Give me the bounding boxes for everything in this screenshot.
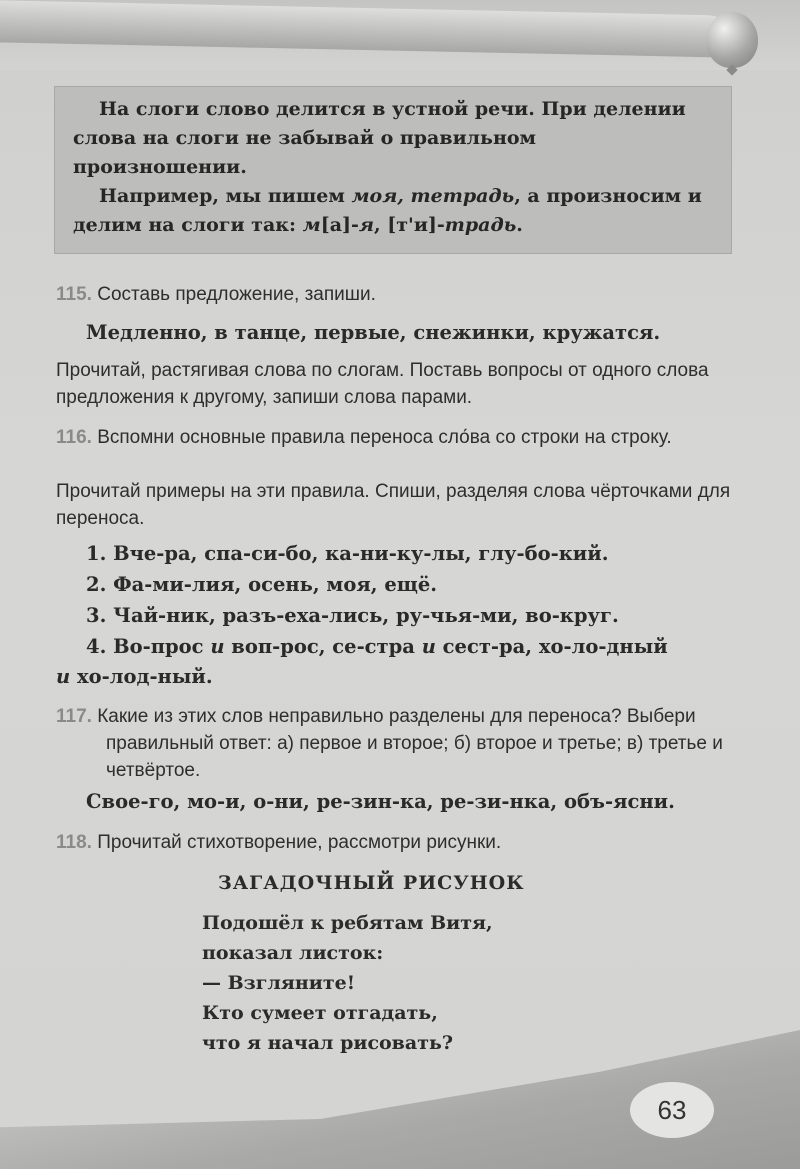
poem-line: показал листок:	[202, 942, 384, 964]
exercise-number: 115.	[56, 284, 92, 305]
exercise-115-note: Прочитай, растягивая слова по слогам. Поставь вопросы от одного слова предложения к другому, запиши слова парами.	[56, 360, 709, 408]
exercise-number: 116.	[56, 427, 92, 448]
rule-paragraph-2: Например, мы пишем моя, тетрадь, а произносим и делим на слоги так: м[а]-я, [т'и]-традь.	[73, 185, 702, 236]
poem-line: Подошёл к ребятам Витя,	[202, 912, 493, 934]
exercise-116-note: Прочитай примеры на эти правила. Спиши, разделяя слова чёрточками для переноса.	[56, 481, 731, 529]
poem	[202, 908, 493, 1058]
exercise-117-task: 117. Какие из этих слов неправильно разделены для переноса? Выбери правильный ответ: а) первое и второе; б) второе и третье; в) третье и четвёртое.	[56, 706, 723, 781]
exercise-117-words: Свое-го, мо-и, о-ни, ре-зин-ка, ре-зи-нка, объ-ясни.	[86, 790, 675, 813]
exercise-116-line-2: 2. Фа-ми-лия, осень, моя, ещё.	[86, 573, 438, 596]
exercise-116-task: 116. Вспомни основные правила переноса сло́ва со строки на строку.	[56, 427, 672, 448]
poem-line: что я начал рисовать?	[202, 1032, 453, 1054]
exercise-115-task: 115. Составь предложение, запиши.	[56, 284, 376, 305]
exercise-116-line-1: 1. Вче-ра, спа-си-бо, ка-ни-ку-лы, глу-бо-кий.	[86, 542, 609, 565]
exercise-number: 117.	[56, 706, 92, 727]
rule-box	[54, 86, 732, 254]
balloon-icon	[706, 12, 758, 68]
exercise-116-line-4: 4. Во-прос и воп-рос, се-стра и сест-ра, хо-ло-дный	[86, 635, 668, 658]
poem-line: — Взгляните!	[202, 972, 356, 994]
rule-paragraph-1: На слоги слово делится в устной речи. При делении слова на слоги не забывай о правильном произношении.	[73, 98, 686, 178]
exercise-116-line-3: 3. Чай-ник, разъ-еха-лись, ру-чья-ми, во-круг.	[86, 604, 619, 627]
page-number: 63	[630, 1082, 714, 1138]
exercise-118-task: 118. Прочитай стихотворение, рассмотри рисунки.	[56, 832, 502, 853]
poem-title: ЗАГАДОЧНЫЙ РИСУНОК	[218, 872, 525, 894]
exercise-116-line-4-continued: и хо-лод-ный.	[56, 665, 213, 688]
exercise-115-sentence: Медленно, в танце, первые, снежинки, кружатся.	[86, 321, 661, 344]
poem-line: Кто сумеет отгадать,	[202, 1002, 438, 1024]
exercise-number: 118.	[56, 832, 92, 853]
